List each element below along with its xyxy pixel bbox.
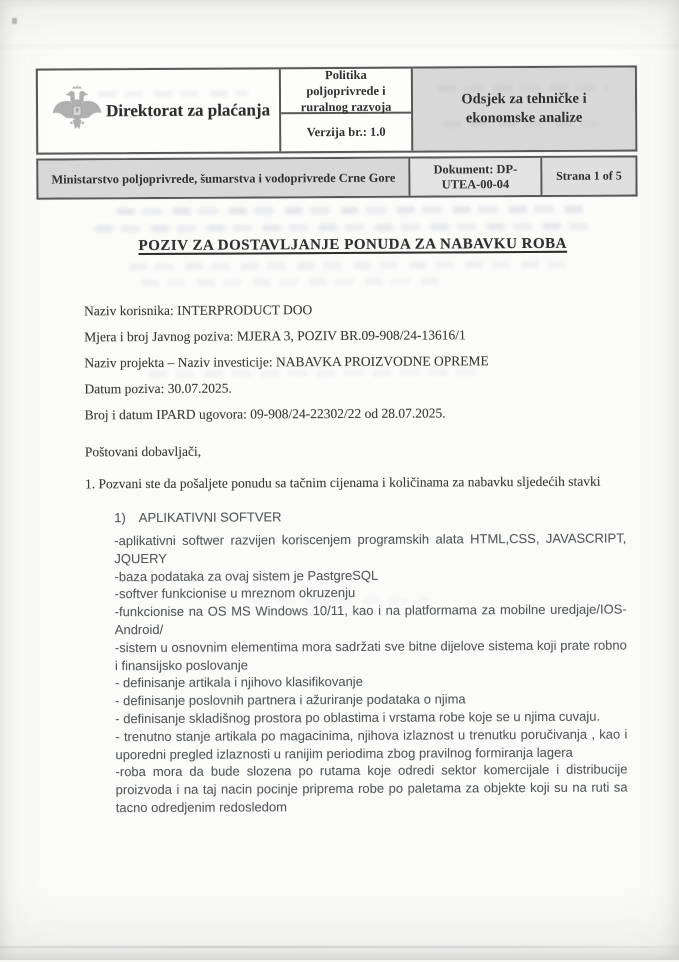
- policy-label: Politika poljoprivrede i ruralnog razvoja: [281, 69, 411, 115]
- spec-list: [114, 530, 627, 817]
- spec-bullet: - definisanje artikala i njihovo klasifikovanje: [115, 674, 363, 691]
- spec-bullet: -aplikativni softwer razvijen koriscenjem programskih alata HTML,CSS, JAVASCRIPT, JQUERY: [114, 530, 627, 566]
- document-code-label: Dokument: DP-UTEA-00-04: [410, 158, 542, 196]
- scan-streak: [0, 44, 679, 49]
- meta-line-beneficiary: Naziv korisnika: INTERPRODUCT DOO: [84, 302, 313, 319]
- bleed-through-artifact: [443, 121, 603, 128]
- spec-bullet: -roba mora da bude slozena po rutama koje odredi sektor komercijale i distribucije proizvoda i na taj nacin pocinje priprema robe po paletama za objekte koji su na ruti sa tacno odredjenim redosledom: [115, 761, 628, 816]
- item-number: 1): [114, 510, 126, 526]
- bleed-through-artifact: [438, 85, 608, 92]
- org-cell: [38, 69, 281, 152]
- scan-corner-mark: [12, 18, 17, 24]
- meta-line-date: Datum poziva: 30.07.2025.: [84, 380, 232, 397]
- spec-bullet: - trenutno stanje artikala po magacinima, njihova izlaznost u trenutku poručivanja , kao i uporedni pregled izlaznosti u ranijim periodima zbog pravilnog formiranja lagera: [115, 726, 628, 762]
- salutation-text: Poštovani dobavljači,: [84, 443, 202, 460]
- meta-line-project: Naziv projekta – Naziv investicije: NABAVKA PROIZVODNE OPREME: [84, 353, 489, 371]
- document-meta: [84, 296, 489, 428]
- document-header-table: [36, 65, 637, 154]
- bleed-through-artifact: [95, 223, 595, 233]
- document-title: POZIV ZA DOSTAVLJANJE PONUDA ZA NABAVKU ROBA: [138, 235, 568, 255]
- spec-bullet: - definisanje skladišnog prostora po oblastima i vrstama robe koje se u njima cuvaju.: [115, 708, 601, 727]
- montenegro-coat-of-arms-icon: [51, 81, 103, 141]
- item-heading: [114, 509, 281, 525]
- spec-bullet: -funkcionise na OS MS Windows 10/11, kao i na platformama za mobilne uredjaje/IOS-Android/: [114, 601, 627, 638]
- org-name: Direktorat za plaćanja: [106, 100, 271, 121]
- spec-bullet: -softver funkcionise u mreznom okruzenju: [114, 585, 356, 602]
- spec-bullet: -sistem u osnovnim elementima mora sadržati sve bitne dijelove sistema koji prate robno i finansijsko poslovanje: [114, 637, 627, 673]
- spec-bullet: - definisanje poslovnih partnera i ažuriranje podataka o njima: [115, 691, 466, 709]
- bleed-through-artifact: [98, 90, 248, 97]
- item-heading-label: APLIKATIVNI SOFTVER: [138, 509, 282, 526]
- spec-bullet: -baza podataka za ovaj sistem je PastgreSQL: [114, 567, 379, 584]
- bleed-through-artifact: [251, 598, 431, 605]
- bleed-through-artifact: [141, 277, 441, 286]
- bleed-through-artifact: [129, 261, 569, 270]
- bleed-through-artifact: [117, 206, 585, 215]
- meta-line-measure: Mjera i broj Javnog poziva: MJERA 3, POZIV BR.09-908/24-13616/1: [84, 327, 466, 345]
- page-bottom-margin: [0, 948, 679, 960]
- page-bottom-edge: [0, 946, 679, 948]
- page-number-label: Strana 1 of 5: [542, 157, 635, 194]
- instruction-text: 1. Pozvani ste da pošaljete ponudu sa tačnim cijenama i količinama za nabavku sljedećih stavki: [84, 473, 601, 492]
- ministry-label: Ministarstvo poljoprivrede, šumarstva i vodoprivrede Crne Gore: [38, 159, 410, 198]
- section-label: Odsjek za tehničke i ekonomske analize: [411, 67, 635, 150]
- meta-line-contract: Broj i datum IPARD ugovora: 09-908/24-22302/22 od 28.07.2025.: [84, 405, 446, 423]
- document-header-subtable: [36, 155, 637, 199]
- version-label: Verzija br.: 1.0: [306, 124, 386, 140]
